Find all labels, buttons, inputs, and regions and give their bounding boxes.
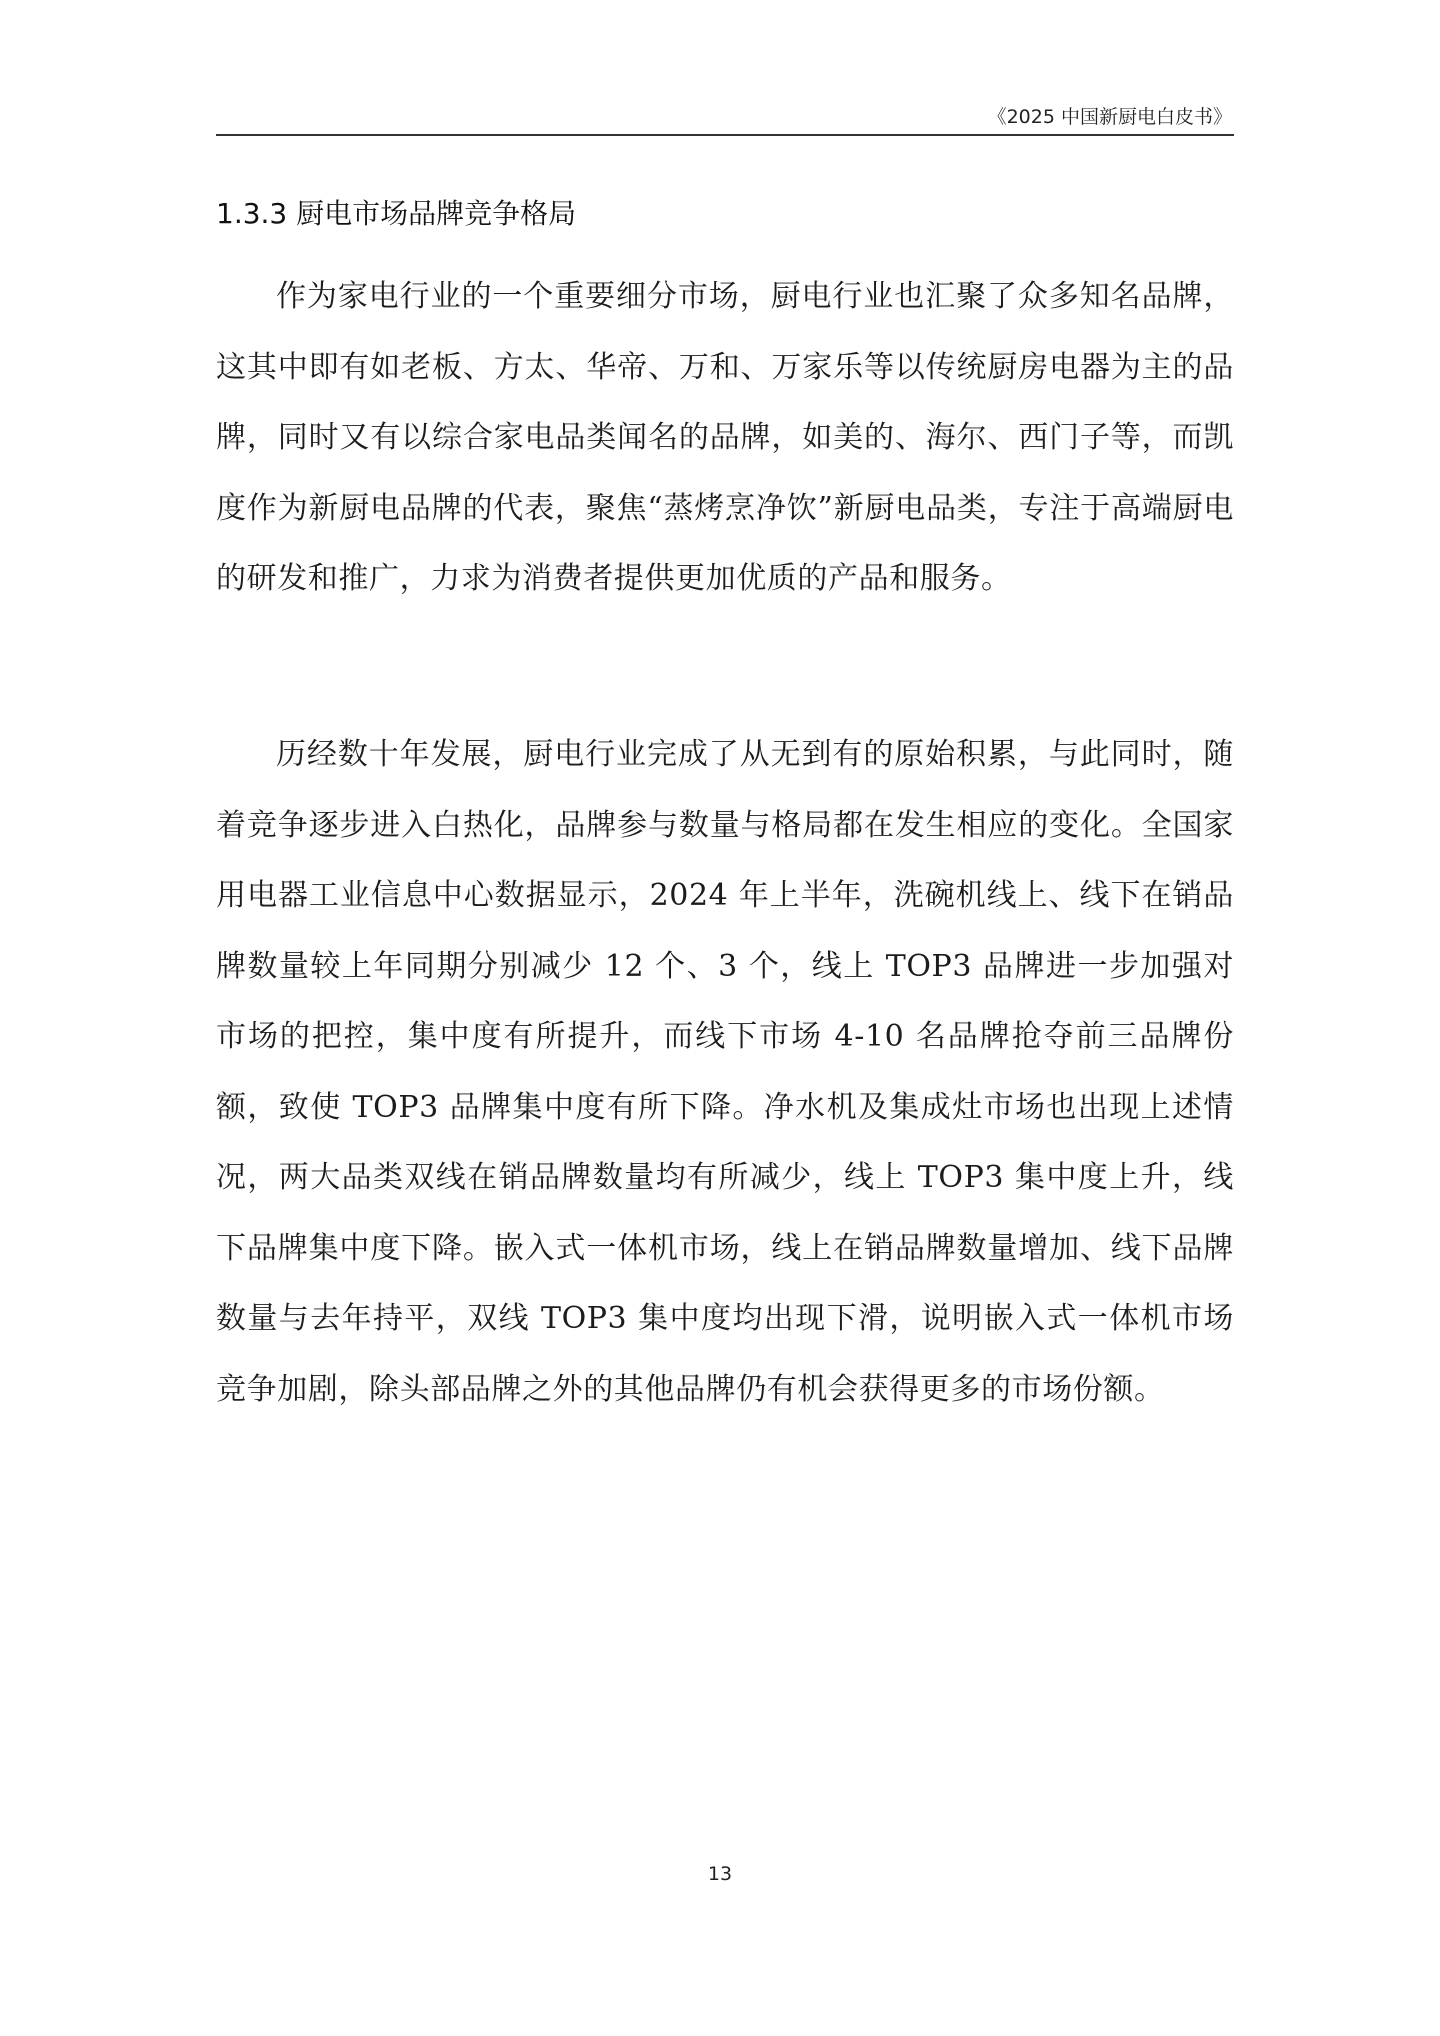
body-text [216,262,1234,615]
paragraph-market-change: 历经数十年发展，厨电行业完成了从无到有的原始积累，与此同时，随着竞争逐步进入白热化，品牌参与数量与格局都在发生相应的变化。全国家用电器工业信息中心数据显示，2024 年上半年，洗碗机线上、线下在销品牌数量较上年同期分别减少 12 个、3 个，线上 TOP3 品牌进一步加强对市场的把控，集中度有所提升，而线下市场 4-10 名品牌抢夺前三品牌份额，致使 TOP3 品牌集中度有所下降。净水机及集成灶市场也出现上述情况，两大品类双线在销品牌数量均有所减少，线上 TOP3 集中度上升，线下品牌集中度下降。嵌入式一体机市场，线上在销品牌数量增加、线下品牌数量与去年持平，双线 TOP3 集中度均出现下滑，说明嵌入式一体机市场竞争加剧，除头部品牌之外的其他品牌仍有机会获得更多的市场份额。 [216,737,1234,1407]
page-number: 13 [707,1863,733,1885]
body-text-2 [216,720,1234,1425]
paragraph-intro: 作为家电行业的一个重要细分市场，厨电行业也汇聚了众多知名品牌，这其中即有如老板、方太、华帝、万和、万家乐等以传统厨房电器为主的品牌，同时又有以综合家电品类闻名的品牌，如美的、海尔、西门子等，而凯度作为新厨电品牌的代表，聚焦“蒸烤烹净饮”新厨电品类，专注于高端厨电的研发和推广，力求为消费者提供更加优质的产品和服务。 [216,279,1234,596]
section-heading: 1.3.3 厨电市场品牌竞争格局 [216,197,577,230]
document-title: 《2025 中国新厨电白皮书》 [987,106,1232,128]
page-header [216,98,1234,136]
